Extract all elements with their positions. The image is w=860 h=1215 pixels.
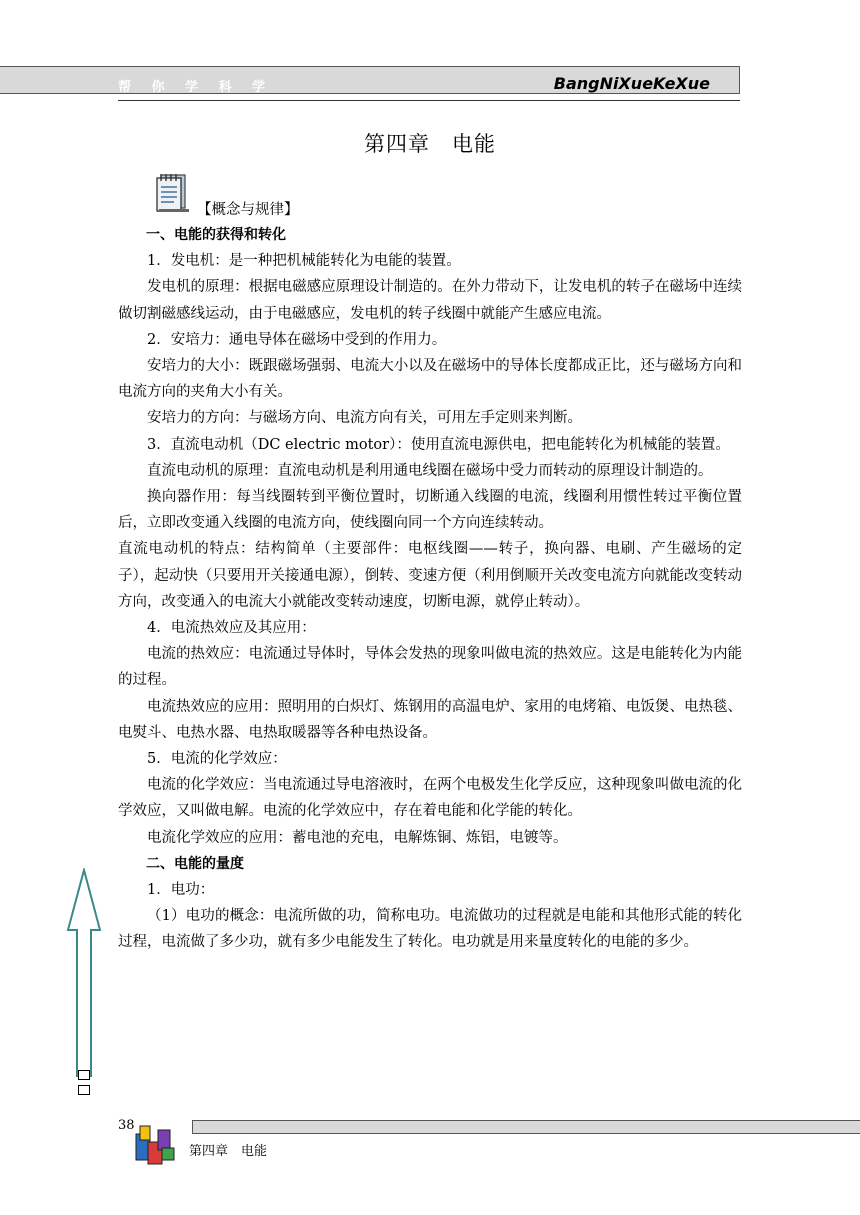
- page-number: 38: [118, 1118, 135, 1133]
- notebook-icon: [152, 170, 192, 214]
- paragraph: 3．直流电动机（DC electric motor）：使用直流电源供电，把电能转化为机械能的装置。: [147, 436, 730, 453]
- paragraph: 换向器作用：每当线圈转到平衡位置时，切断通入线圈的电流，线圈利用惯性转过平衡位置后，立即改变通入线圈的电流方向，使线圈向同一个方向连续转动。: [118, 489, 742, 532]
- paragraph: 1．电功：: [147, 882, 215, 899]
- nav-square-icon[interactable]: [78, 1070, 90, 1080]
- paragraph: 电流化学效应的应用：蓄电池的充电，电解炼铜、炼铝，电镀等。: [147, 829, 568, 846]
- colored-blocks-icon: [134, 1120, 182, 1168]
- paragraph: 发电机的原理：根据电磁感应原理设计制造的。在外力带动下，让发电机的转子在磁场中连续做切割磁感线运动，由于电磁感应，发电机的转子线圈中就能产生感应电流。: [118, 279, 742, 322]
- footer-bar: [192, 1120, 860, 1134]
- chapter-title: 第四章 电能: [364, 132, 496, 156]
- section-tag: 【概念与规律】: [197, 202, 299, 218]
- paragraph: 5．电流的化学效应：: [147, 751, 287, 768]
- header-right-text: BangNiXueKeXue: [553, 74, 710, 93]
- paragraph: 直流电动机的特点：结构简单（主要部件：电枢线圈——转子，换向器、电刷、产生磁场的定子），起动快（只要用开关接通电源），倒转、变速方便（利用倒顺开关改变电流方向就能改变转动方向，改变通入的电流大小就能改变转动速度，切断电源，就停止转动）。: [118, 541, 742, 610]
- section-heading: 一、电能的获得和转化: [146, 227, 286, 243]
- paragraph: 电流的化学效应：当电流通过导电溶液时，在两个电极发生化学反应，这种现象叫做电流的化学效应，又叫做电解。电流的化学效应中，存在着电能和化学能的转化。: [118, 777, 742, 820]
- section-heading: 二、电能的量度: [146, 855, 244, 872]
- body-content: [118, 222, 742, 956]
- nav-square-icon[interactable]: [78, 1085, 90, 1095]
- paragraph: 1．发电机：是一种把机械能转化为电能的装置。: [147, 253, 461, 270]
- paragraph: （1）电功的概念：电流所做的功，简称电功。电流做功的过程就是电能和其他形式能的转化过程，电流做了多少功，就有多少电能发生了转化。电功就是用来量度转化的电能的多少。: [118, 908, 742, 951]
- paragraph: 安培力的方向：与磁场方向、电流方向有关，可用左手定则来判断。: [147, 410, 582, 427]
- paragraph: 4．电流热效应及其应用：: [147, 620, 316, 637]
- paragraph: 电流热效应的应用：照明用的白炽灯、炼钢用的高温电炉、家用的电烤箱、电饭煲、电热毯、电熨斗、电热水器、电热取暖器等各种电热设备。: [118, 698, 742, 741]
- paragraph: 直流电动机的原理：直流电动机是利用通电线圈在磁场中受力而转动的原理设计制造的。: [147, 462, 713, 479]
- paragraph: 安培力的大小：既跟磁场强弱、电流大小以及在磁场中的导体长度都成正比，还与磁场方向和电流方向的夹角大小有关。: [118, 358, 742, 401]
- paragraph: 2．安培力：通电导体在磁场中受到的作用力。: [147, 331, 447, 348]
- header-left-text: 帮 你 学 科 学: [118, 80, 274, 95]
- paragraph: 电流的热效应：电流通过导体时，导体会发热的现象叫做电流的热效应。这是电能转化为内能的过程。: [118, 646, 742, 689]
- up-arrow-icon[interactable]: [64, 868, 104, 1078]
- header-divider: [118, 100, 740, 101]
- footer-chapter: 第四章 电能: [189, 1144, 268, 1159]
